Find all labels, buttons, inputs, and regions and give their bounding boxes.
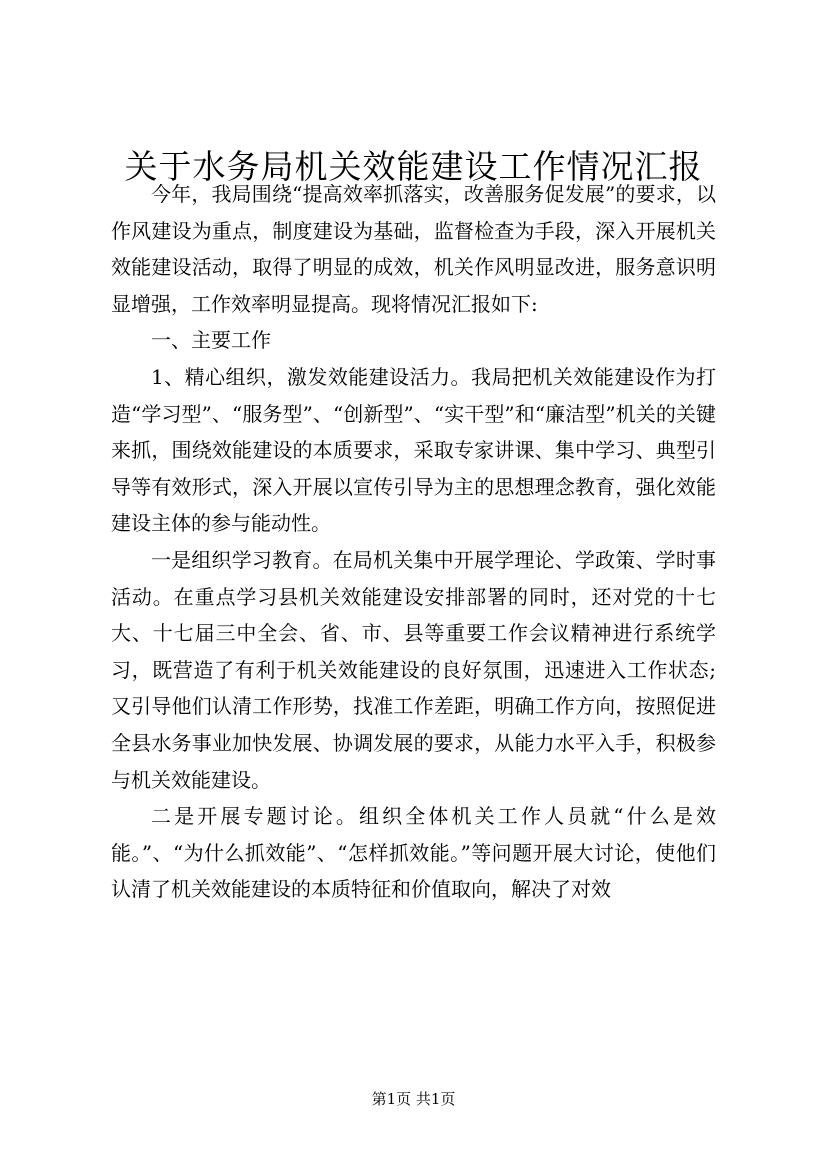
paragraph-topic-discussion: 二是开展专题讨论。组织全体机关工作人员就“什么是效能。”、“为什么抓效能”、“怎样抓效能。”等问题开展大讨论，使他们认清了机关效能建设的本质特征和价值取向，解决了对效 bbox=[111, 804, 716, 902]
document-body bbox=[111, 176, 716, 908]
document-title: 关于水务局机关效能建设工作情况汇报 bbox=[124, 147, 703, 186]
paragraph-intro: 今年，我局围绕“提高效率抓落实，改善服务促发展”的要求，以作风建设为重点，制度建设为基础，监督检查为手段，深入开展机关效能建设活动，取得了明显的成效，机关作风明显改进，服务意识明显增强，工作效率明显提高。现将情况汇报如下: bbox=[111, 182, 716, 316]
paragraph-item-1: 1、精心组织，激发效能建设活力。我局把机关效能建设作为打造“学习型”、“服务型”、“创新型”、“实干型”和“廉洁型”机关的关键来抓，围绕效能建设的本质要求，采取专家讲课、集中学习、典型引导等有效形式，深入开展以宣传引导为主的思想理念教育，强化效能建设主体的参与能动性。 bbox=[111, 364, 716, 536]
page-footer: 第1页 共1页 bbox=[371, 1090, 456, 1108]
section-heading-main-work: 一、主要工作 bbox=[151, 328, 271, 353]
paragraph-study-education: 一是组织学习教育。在局机关集中开展学理论、学政策、学时事活动。在重点学习县机关效能建设安排部署的同时，还对党的十七大、十七届三中全会、省、市、县等重要工作会议精神进行系统学习，既营造了有利于机关效能建设的良好氛围，迅速进入工作状态;又引导他们认清工作形势，找准工作差距，明确工作方向，按照促进全县水务事业加快发展、协调发展的要求，从能力水平入手，积极参与机关效能建设。 bbox=[111, 547, 716, 792]
